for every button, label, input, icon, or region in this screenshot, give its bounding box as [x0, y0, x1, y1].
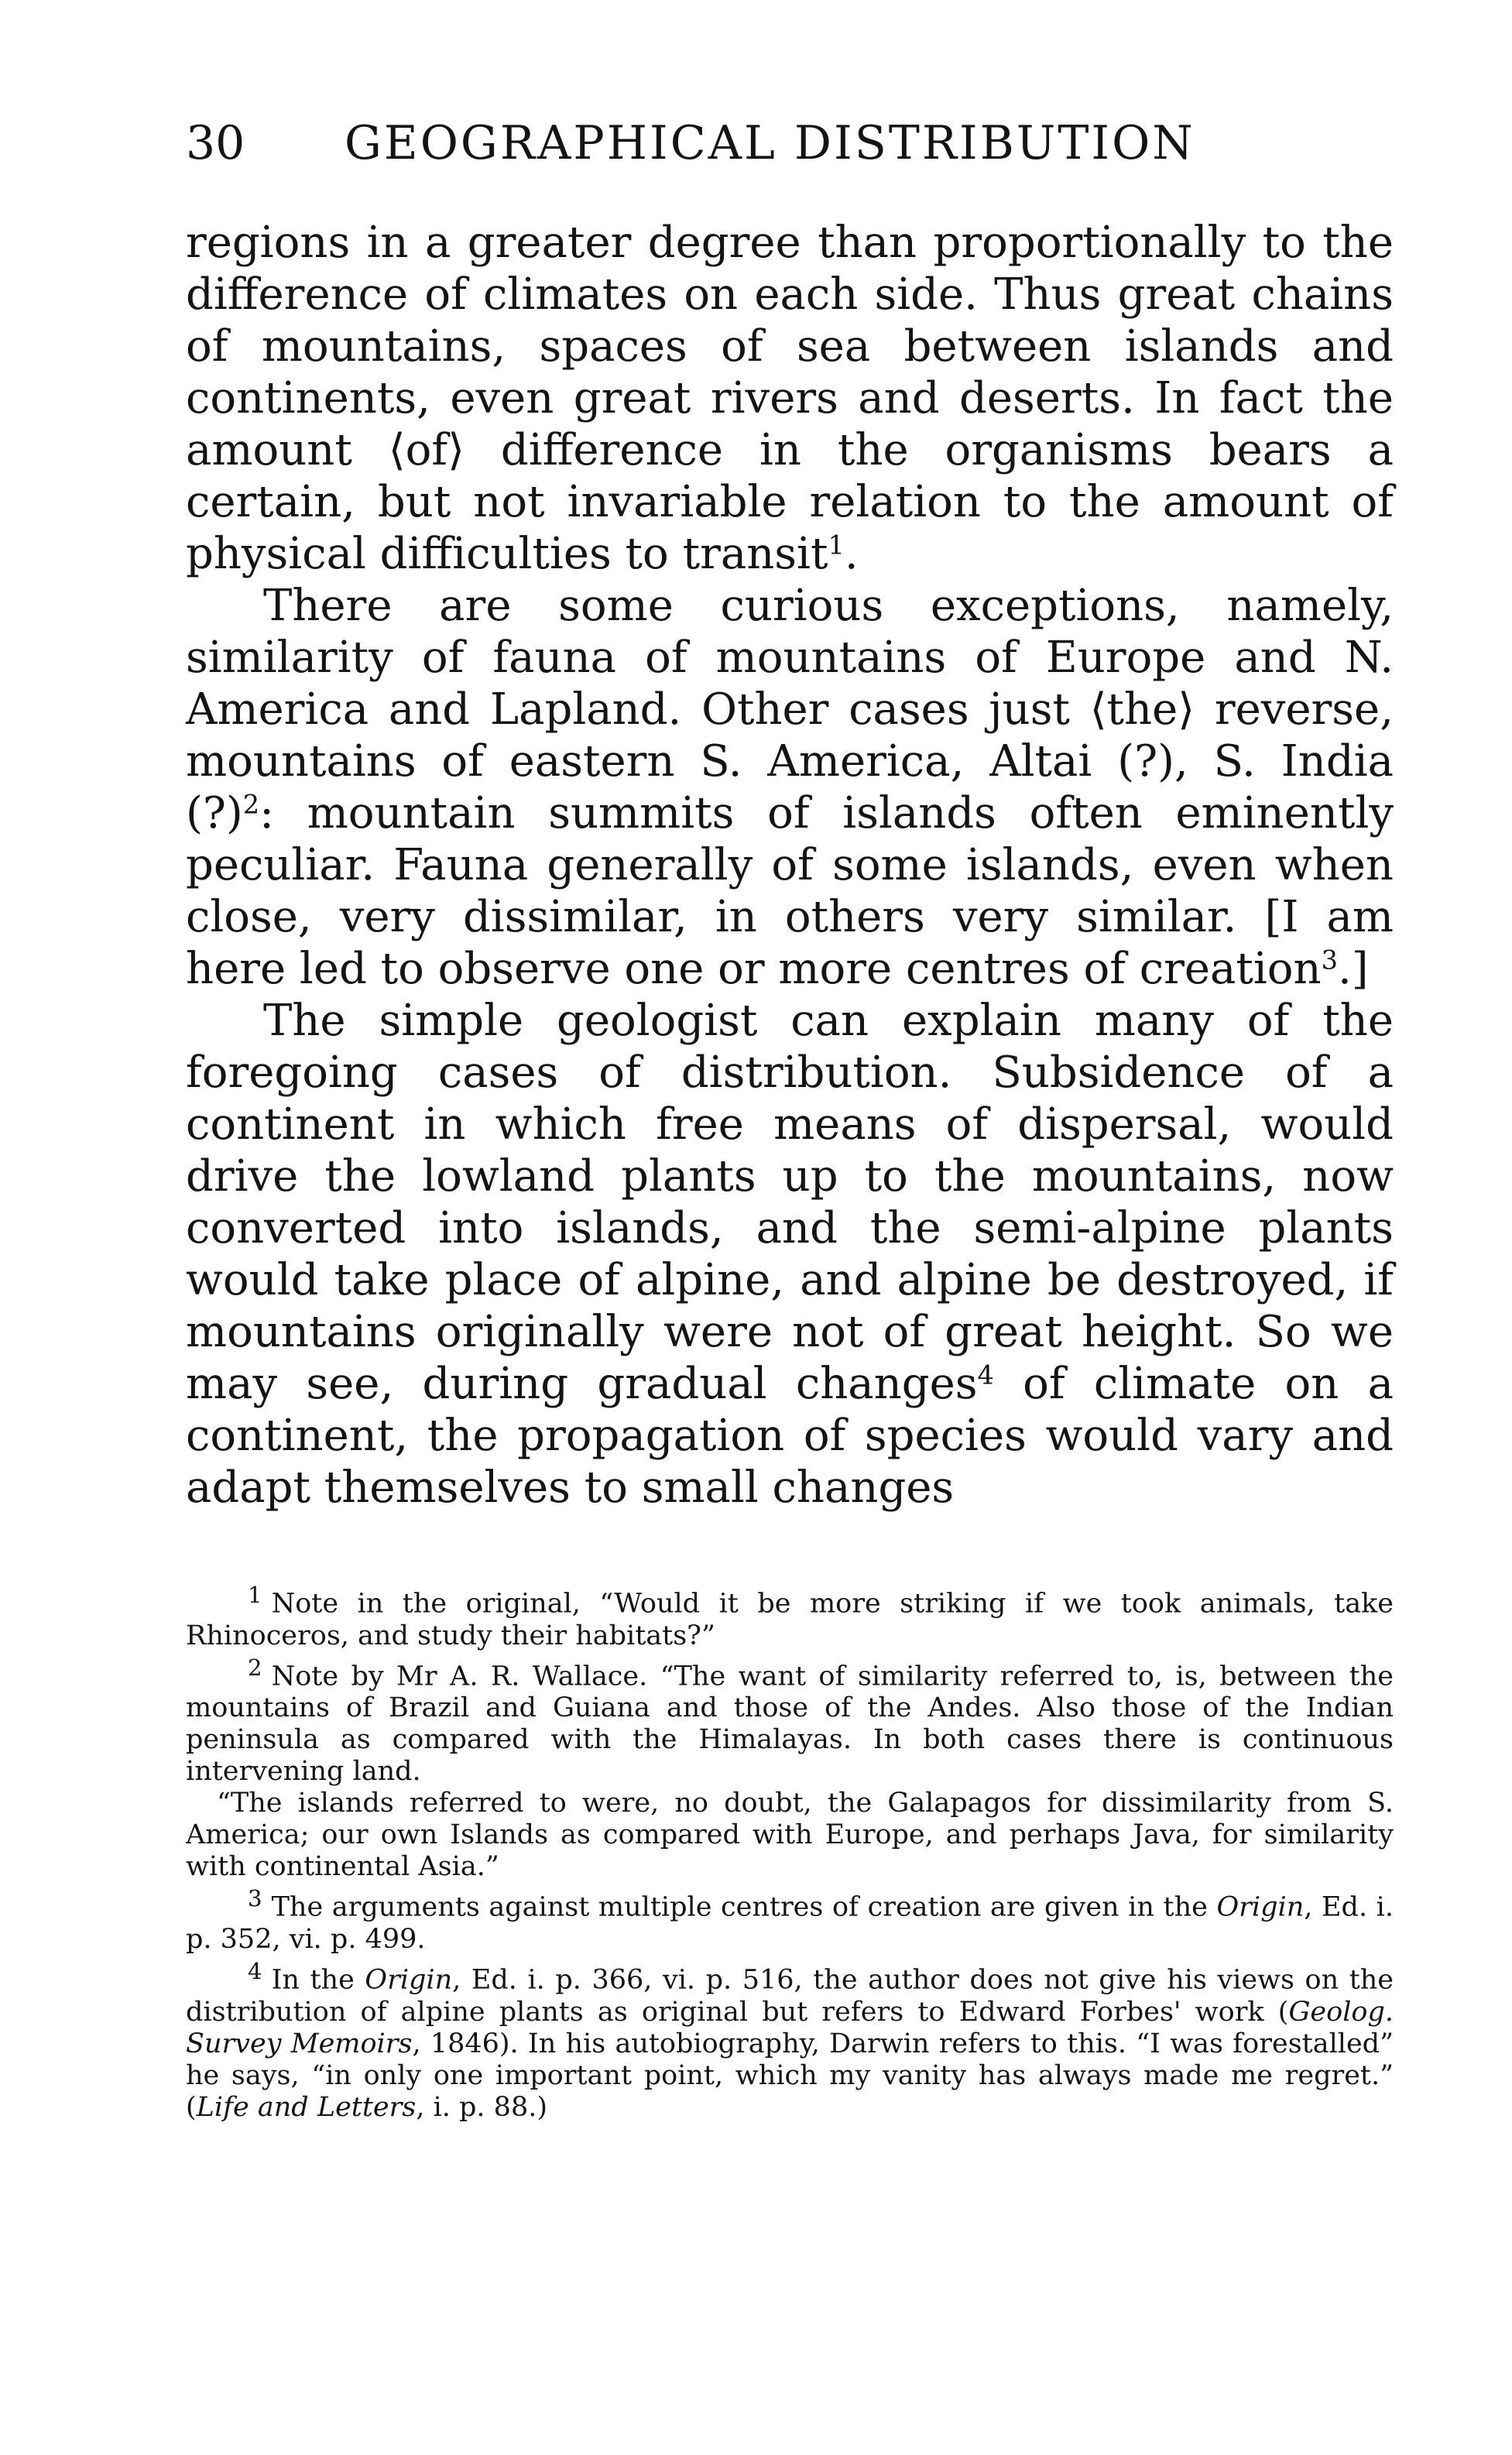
footnote-marker: 1	[248, 1582, 262, 1608]
footnote-ref-1[interactable]: 1	[828, 530, 845, 561]
footnote-2-continued: “The islands referred to were, no doubt, the Galapagos for dissimilarity from S. America; our own Islands as compared with Europe, and perhaps Java, for similarity with continental Asia.”	[186, 1788, 1394, 1883]
footnote-ref-3[interactable]: 3	[1321, 945, 1338, 975]
footnote-marker: 4	[248, 1957, 262, 1984]
footnotes	[186, 1579, 1394, 2124]
main-text	[186, 217, 1394, 1514]
paragraph-1: regions in a greater degree than proportionally to the difference of climates on each side. Thus great chains of mountains, spaces of sea between islands and continents, even great rivers and deserts. In fact the amount ⟨of⟩ difference in the organisms bears a certain, but not invariable relation to the amount of physical difficulties to transit$^1$.	[186, 218, 1394, 579]
book-title-origin: Origin	[365, 1964, 453, 1996]
running-title: GEOGRAPHICAL DISTRIBUTION	[345, 116, 1195, 170]
book-title-memoirs: Geolog. Survey Memoirs	[186, 1996, 1394, 2059]
footnote-ref-4[interactable]: 4	[977, 1360, 994, 1390]
paragraph-2: There are some curious exceptions, namely, similarity of fauna of mountains of Europe and N. America and Lapland. Other cases just ⟨the⟩ reverse, mountains of eastern S. America, Altai (?), S. India (?)$^2$: mountain summits of islands often eminently peculiar. Fauna generally of some islands, even when close, very dissimilar, in others very similar. [I am here led to observe one or more centres of creation$^3$.]	[186, 581, 1394, 994]
book-title-origin: Origin	[1216, 1891, 1305, 1923]
footnote-marker: 3	[248, 1885, 262, 1912]
footnote-1: $^1$ Note in the original, “Would it be more striking if we took animals, take Rhinoceros, and study their habitats?”	[186, 1579, 1394, 1652]
footnote-2: $^2$ Note by Mr A. R. Wallace. “The want of similarity referred to, is, between the mountains of Brazil and Guiana and those of the Andes. Also those of the Indian peninsula as compared with the Himalayas. In both cases there is continuous intervening land.	[186, 1652, 1394, 1788]
paragraph-3: The simple geologist can explain many of the foregoing cases of distribution. Subsidence of a continent in which free means of dispersal, would drive the lowland plants up to the mountains, now converted into islands, and the semi-alpine plants would take place of alpine, and alpine be destroyed, if mountains originally were not of great height. So we may see, during gradual changes$^4$ of climate on a continent, the propagation of species would vary and adapt themselves to small changes	[186, 996, 1394, 1513]
page-number: 30	[186, 116, 245, 170]
footnote-3: $^3$ The arguments against multiple centres of creation are given in the Origin, Ed. i. p. 352, vi. p. 499.	[186, 1883, 1394, 1956]
footnote-ref-2[interactable]: 2	[242, 789, 260, 820]
page-header	[186, 108, 1394, 178]
footnote-marker: 2	[248, 1654, 262, 1681]
footnote-4: $^4$ In the Origin, Ed. i. p. 366, vi. p. 516, the author does not give his views on the distribution of alpine plants as original but refers to Edward Forbes' work (Geolog. Survey Memoirs, 1846). In his autobiography, Darwin refers to this. “I was forestalled” he says, “in only one important point, which my vanity has always made me regret.” (Life and Letters, i. p. 88.)	[186, 1956, 1394, 2124]
book-title-life-and-letters: Life and Letters	[196, 2091, 417, 2123]
